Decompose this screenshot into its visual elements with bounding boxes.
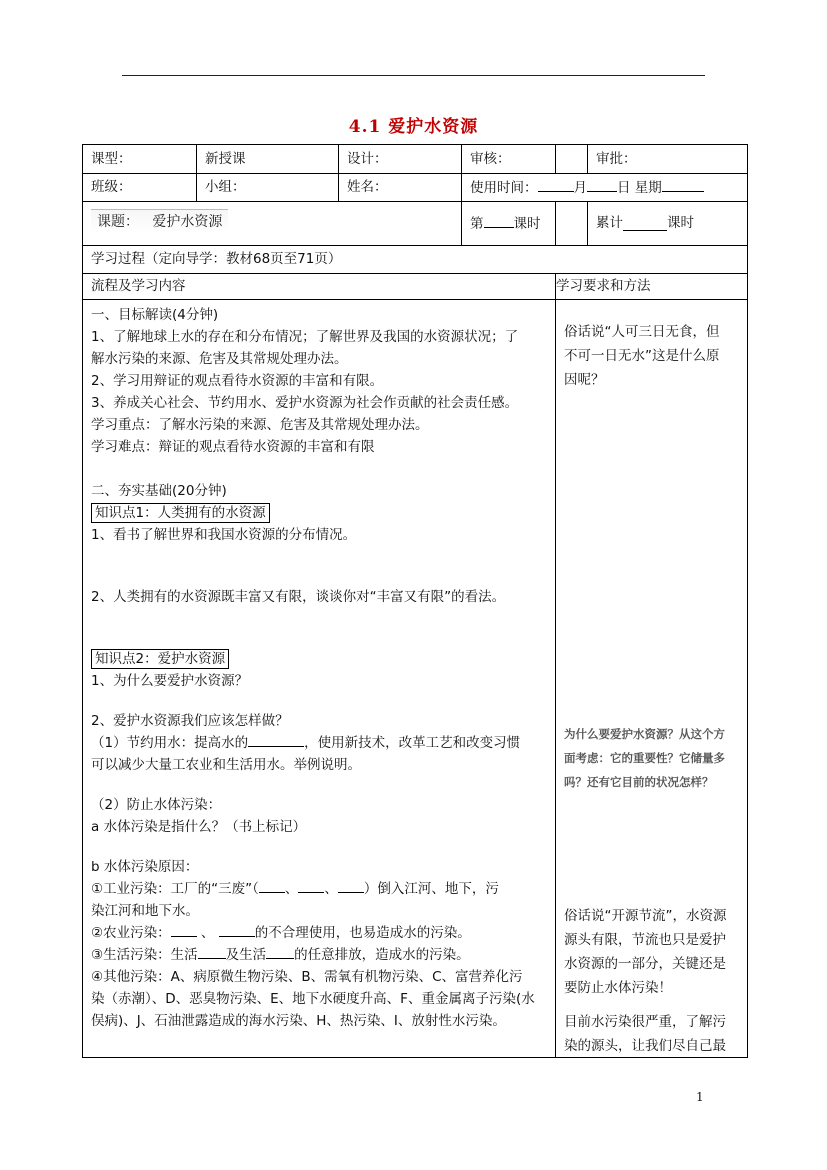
- lesson-count-post: 课时: [513, 216, 541, 233]
- life-blank-2: [266, 945, 294, 959]
- total-count-pre: 累计: [596, 215, 623, 232]
- industrial-pollution-2: 染江河和地下水。: [91, 903, 199, 919]
- objective-1b: 解水污染的来源、危害及其常规处理办法。: [91, 351, 348, 367]
- tip-note: 为什么要爱护水资源？从这个方 面考虑：它的重要性？它储量多 吗？还有它目前的状况怎样？: [564, 727, 725, 789]
- class-label: 班级：: [83, 174, 197, 202]
- k2-question-1: 1、为什么要爱护水资源？: [91, 673, 249, 689]
- usage-time-cell: [462, 174, 748, 202]
- agri-blank-1: [171, 923, 197, 937]
- pollution-definition-q: a 水体污染是指什么？（书上标记）: [91, 819, 307, 835]
- header-row-2: [83, 174, 748, 202]
- efficiency-blank: [248, 733, 304, 747]
- objective-3: 3、养成关心社会、节约用水、爱护水资源为社会作贡献的社会责任感。: [91, 395, 519, 411]
- day-blank: [587, 178, 617, 192]
- column-header-row: [83, 274, 748, 300]
- difficult-point: 学习难点：辩证的观点看待水资源的丰富和有限: [91, 439, 375, 455]
- section-2-title: 二、夯实基础(20分钟): [91, 483, 227, 499]
- content-row: [83, 300, 748, 1058]
- objective-2: 2、学习用辩证的观点看待水资源的丰富和有限。: [91, 373, 384, 389]
- lesson-type-value: 新授课: [197, 145, 339, 174]
- page-title: 4.1 爱护水资源: [348, 117, 479, 137]
- proverb-1: 俗话说“人可三日无食，但 不可一日无水”这是什么原 因呢？: [564, 324, 720, 388]
- header-rule: [122, 75, 705, 76]
- usage-time-label: 使用时间：: [470, 180, 538, 197]
- week-blank: [662, 178, 704, 192]
- process-row: [83, 246, 748, 274]
- agricultural-pollution: ②农业污染： 、 的不合理使用，也易造成水的污染。: [91, 925, 471, 941]
- col-right-text: 学习要求和方法: [556, 278, 651, 295]
- prevent-pollution: （2）防止水体污染：: [91, 797, 222, 813]
- knowledge-point-2: 知识点2：爱护水资源: [91, 649, 229, 669]
- lesson-count-cell: [462, 202, 556, 246]
- method-cell: [556, 300, 748, 1058]
- domestic-pollution: ③生活污染：生活 及生活 的任意排放，造成水的污染。: [91, 947, 470, 963]
- topic-cell: [83, 202, 462, 246]
- lesson-table: [82, 144, 748, 1058]
- week-label: 星期: [634, 180, 662, 197]
- topic-banner: 课题： 爱护水资源: [91, 209, 228, 233]
- other-pollution-1: ④其他污染：A、病原微生物污染、B、需氧有机物污染、C、富营养化污: [91, 969, 523, 985]
- header-row-1: [83, 145, 748, 174]
- k2-question-2: 2、爱护水资源我们应该怎样做？: [91, 713, 289, 729]
- approver-text: 审批：: [596, 151, 637, 167]
- save-water-line-2: 可以减少大量工农业和生活用水。举例说明。: [91, 757, 361, 773]
- total-count-post: 课时: [667, 215, 694, 232]
- life-blank-1: [198, 945, 226, 959]
- lesson-count-blank: [484, 214, 514, 228]
- waste-blank-1: [259, 879, 285, 893]
- objective-1a: 1、了解地球上水的存在和分布情况；了解世界及我国的水资源状况；了: [91, 329, 519, 345]
- day-label: 日: [617, 180, 631, 197]
- waste-blank-2: [298, 879, 324, 893]
- month-label: 月: [573, 180, 587, 197]
- approver-label: [556, 145, 748, 174]
- col-left-header: 流程及学习内容: [83, 274, 556, 300]
- other-pollution-2: 染（赤潮）、D、恶臭物污染、E、地下水硬度升高、F、重金属离子污染(水: [91, 991, 535, 1007]
- knowledge-point-1: 知识点1：人类拥有的水资源: [91, 503, 270, 523]
- process-guide: 学习过程（定向导学：教材68页至71页）: [83, 246, 748, 274]
- section-1-title: 一、目标解读(4分钟): [91, 307, 219, 323]
- waste-blank-3: [338, 879, 364, 893]
- k1-question-1: 1、看书了解世界和我国水资源的分布情况。: [91, 527, 357, 543]
- k1-question-2: 2、人类拥有的水资源既丰富又有限，谈谈你对“丰富又有限”的看法。: [91, 589, 506, 605]
- name-label: 姓名：: [339, 174, 462, 202]
- group-label: 小组：: [197, 174, 339, 202]
- industrial-pollution-1: ①工业污染：工厂的“三废”（ 、 、 ）倒入江河、地下，污: [91, 881, 499, 897]
- save-water-line-1: （1）节约用水：提高水的 ，使用新技术，改革工艺和改变习惯: [91, 735, 521, 751]
- month-blank: [538, 178, 574, 192]
- col-right-header: [556, 274, 748, 300]
- key-point: 学习重点：了解水污染的来源、危害及其常规处理办法。: [91, 417, 429, 433]
- other-pollution-3: 俣病)、J、石油泄露造成的海水污染、H、热污染、I、放射性水污染。: [91, 1013, 506, 1029]
- pollution-note: 目前水污染很严重，了解污 染的源头，让我们尽自己最: [564, 1014, 726, 1054]
- designer-label: 设计：: [339, 145, 462, 174]
- total-count-cell: [556, 202, 748, 246]
- agri-blank-2: [219, 923, 255, 937]
- reviewer-label: 审核：: [462, 145, 556, 174]
- total-count-blank: [623, 217, 667, 231]
- pollution-causes: b 水体污染原因：: [91, 859, 199, 875]
- content-cell: [83, 300, 556, 1058]
- proverb-2: 俗话说“开源节流”，水资源 源头有限，节流也只是爱护 水资源的一部分，关键还是 要防止水体污染！: [564, 908, 727, 996]
- page-number: 1: [696, 1090, 704, 1104]
- lesson-count-pre: 第: [470, 216, 484, 233]
- lesson-type-label: 课型：: [83, 145, 197, 174]
- header-row-3: [83, 202, 748, 246]
